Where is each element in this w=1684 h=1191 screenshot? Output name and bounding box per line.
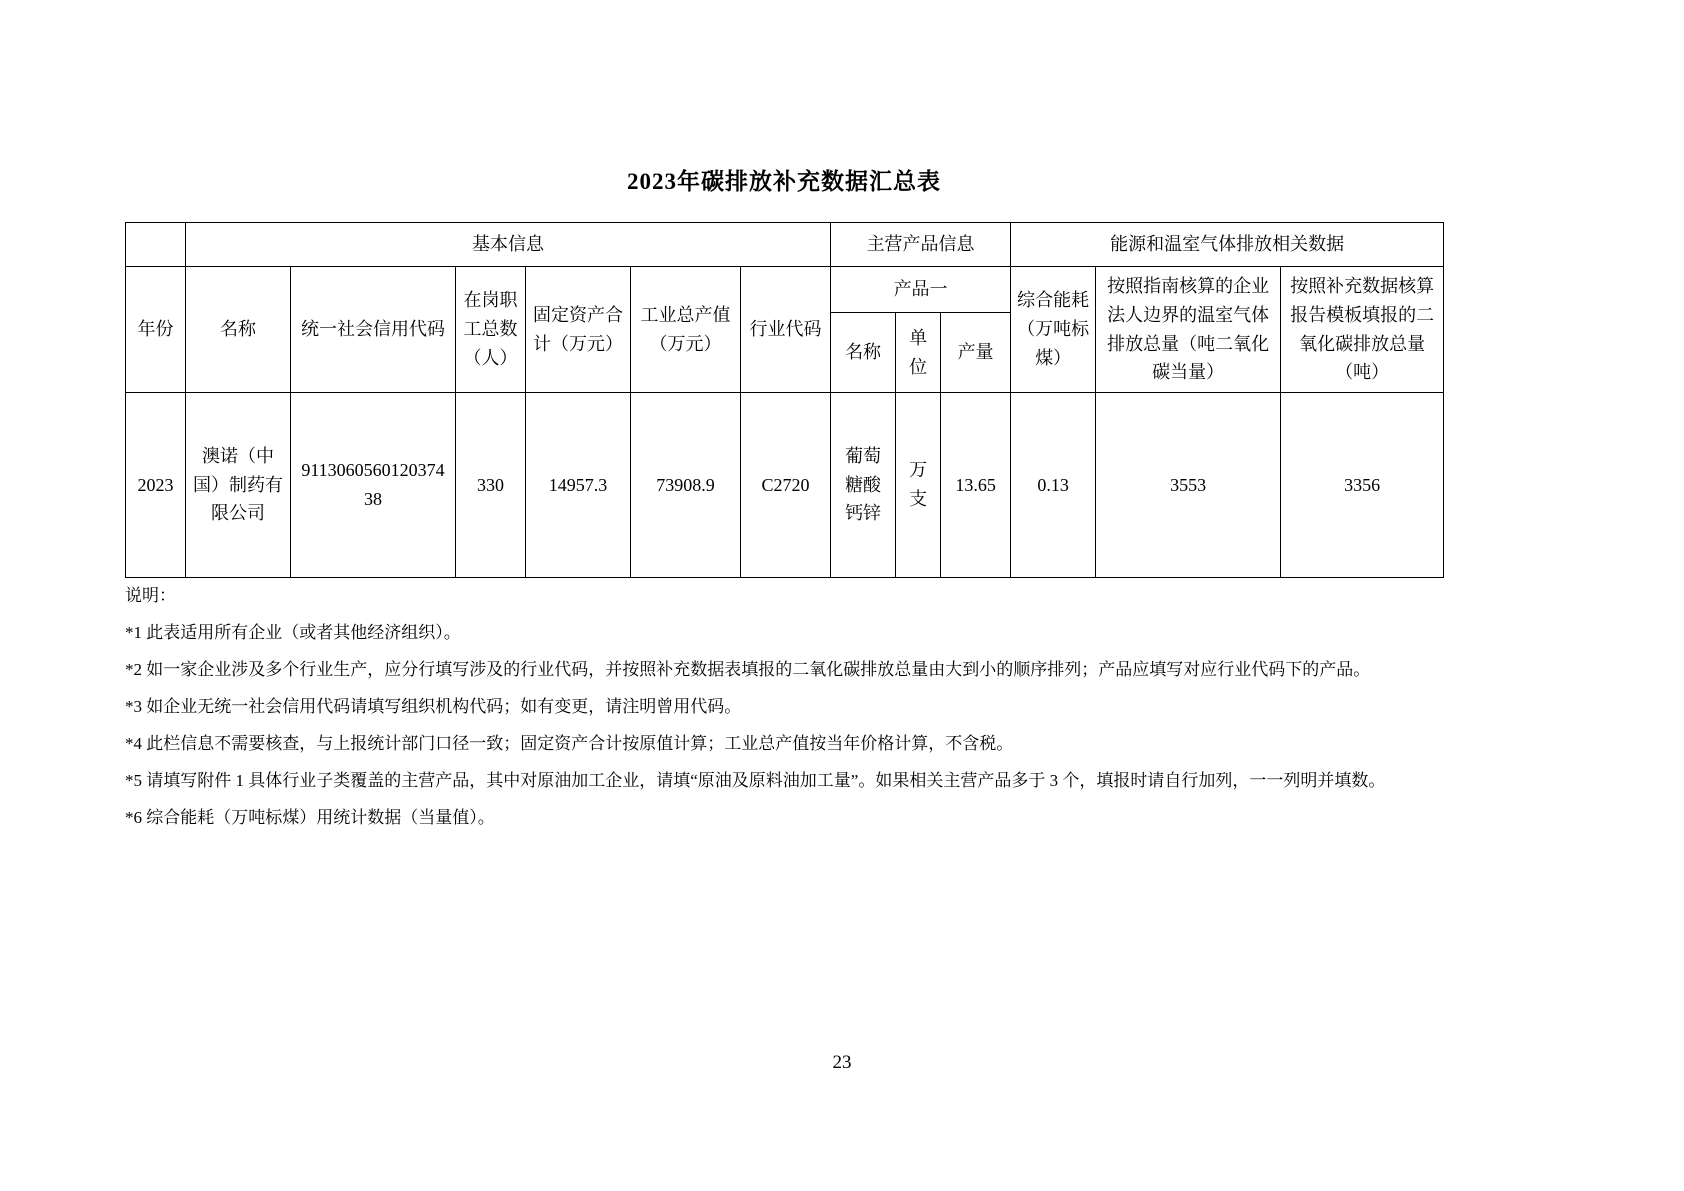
- data-table: [125, 222, 1444, 578]
- col-header-industrial-output: 工业总产值（万元）: [631, 267, 741, 393]
- table-group-header-row: [126, 223, 1444, 267]
- note-item-3: *3 如企业无统一社会信用代码请填写组织机构代码；如有变更，请注明曾用代码。: [125, 697, 742, 716]
- group-header-basic-info: 基本信息: [186, 223, 831, 267]
- page-number: 23: [832, 1052, 852, 1073]
- col-header-product-output: 产量: [941, 313, 1011, 393]
- col-header-employees: 在岗职工总数（人）: [456, 267, 526, 393]
- col-header-energy-consumption: 综合能耗（万吨标煤）: [1011, 267, 1096, 393]
- page-title: 2023年碳排放补充数据汇总表: [627, 169, 941, 194]
- col-header-fixed-assets: 固定资产合计（万元）: [526, 267, 631, 393]
- cell-credit-code: 911306056012037438: [291, 393, 456, 578]
- col-header-product-unit: 单位: [896, 313, 941, 393]
- col-header-name: 名称: [186, 267, 291, 393]
- notes-section: [125, 586, 1443, 828]
- col-header-credit-code: 统一社会信用代码: [291, 267, 456, 393]
- col-header-year: 年份: [126, 267, 186, 393]
- cell-industry-code: C2720: [741, 393, 831, 578]
- cell-year: 2023: [126, 393, 186, 578]
- col-header-ghg-guideline: 按照指南核算的企业法人边界的温室气体排放总量（吨二氧化碳当量）: [1096, 267, 1281, 393]
- cell-co2-supplementary: 3356: [1281, 393, 1444, 578]
- cell-energy-consumption: 0.13: [1011, 393, 1096, 578]
- cell-fixed-assets: 14957.3: [526, 393, 631, 578]
- cell-employees: 330: [456, 393, 526, 578]
- col-header-product-one: 产品一: [831, 267, 1011, 313]
- cell-company-name: 澳诺（中国）制药有限公司: [186, 393, 291, 578]
- table-header-row: [126, 267, 1444, 313]
- cell-ghg-guideline: 3553: [1096, 393, 1281, 578]
- note-item-5: *5 请填写附件 1 具体行业子类覆盖的主营产品，其中对原油加工企业，请填“原油及原料油加工量”。如果相关主营产品多于 3 个，填报时请自行加列，一一列明并填数。: [125, 771, 1386, 790]
- note-item-2: *2 如一家企业涉及多个行业生产，应分行填写涉及的行业代码，并按照补充数据表填报的二氧化碳排放总量由大到小的顺序排列；产品应填写对应行业代码下的产品。: [125, 660, 1371, 679]
- corner-cell: [126, 223, 186, 267]
- group-header-energy-ghg: 能源和温室气体排放相关数据: [1011, 223, 1444, 267]
- cell-product-name: 葡萄糖酸钙锌: [831, 393, 896, 578]
- note-item-1: *1 此表适用所有企业（或者其他经济组织）。: [125, 623, 461, 642]
- col-header-co2-supplementary: 按照补充数据核算报告模板填报的二氧化碳排放总量（吨）: [1281, 267, 1444, 393]
- document-content: [125, 0, 1443, 828]
- cell-industrial-output: 73908.9: [631, 393, 741, 578]
- cell-product-unit: 万支: [896, 393, 941, 578]
- group-header-main-product: 主营产品信息: [831, 223, 1011, 267]
- note-item-6: *6 综合能耗（万吨标煤）用统计数据（当量值）。: [125, 808, 495, 827]
- col-header-industry-code: 行业代码: [741, 267, 831, 393]
- table-row: [126, 393, 1444, 578]
- col-header-product-name: 名称: [831, 313, 896, 393]
- cell-product-output: 13.65: [941, 393, 1011, 578]
- notes-label: 说明：: [125, 586, 176, 605]
- note-item-4: *4 此栏信息不需要核查，与上报统计部门口径一致；固定资产合计按原值计算；工业总产值按当年价格计算，不含税。: [125, 734, 1014, 753]
